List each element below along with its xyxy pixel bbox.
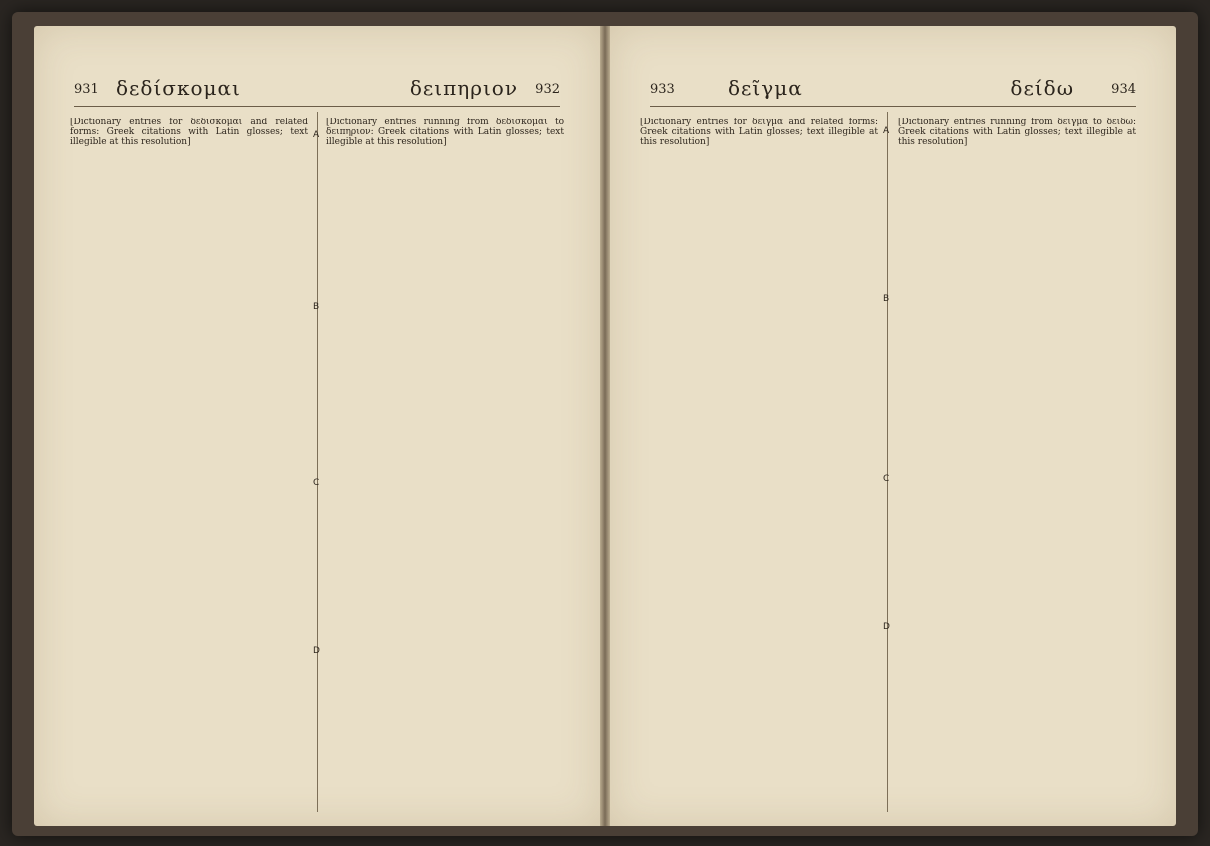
margin-letter-a: A (883, 126, 890, 136)
headword-left: δεδίσκομαι (116, 76, 241, 100)
page-number-932: 932 (535, 82, 560, 97)
margin-letter-a: A (313, 130, 320, 140)
right-page (610, 26, 1176, 826)
margin-letter-d: D (313, 646, 320, 656)
margin-letter-b: B (883, 294, 890, 304)
headword-left: δεῖγμα (728, 76, 803, 100)
page-number-933: 933 (650, 82, 675, 97)
page-number-934: 934 (1111, 82, 1136, 97)
headword-right: δειπηριον (409, 76, 518, 100)
margin-letter-c: C (313, 478, 320, 488)
column-divider (317, 112, 318, 812)
left-page-column-a: [Dictionary entries for δεδίσκομαι and related forms: Greek citations with Latin glosses; text illegible at this resolution] (70, 118, 308, 147)
book-gutter (600, 26, 610, 826)
header-rule (650, 106, 1136, 107)
left-page (34, 26, 600, 826)
right-page-column-a: [Dictionary entries for δεῖγμα and related forms: Greek citations with Latin glosses; text illegible at this resolution] (640, 118, 878, 147)
margin-letter-b: B (313, 302, 320, 312)
margin-letter-c: C (883, 474, 890, 484)
left-page-column-b: [Dictionary entries running from δεδίσκομαι to δειπηριον: Greek citations with Latin glosses; text illegible at this resolution] (326, 118, 564, 147)
column-divider (887, 112, 888, 812)
headword-right: δείδω (1010, 76, 1074, 100)
left-page-header (74, 76, 560, 104)
page-number-931: 931 (74, 82, 99, 97)
header-rule (74, 106, 560, 107)
right-page-header (650, 76, 1136, 104)
margin-letter-d: D (883, 622, 890, 632)
book-spread (12, 12, 1198, 836)
right-page-column-b: [Dictionary entries running from δεῖγμα to δείδω: Greek citations with Latin glosses; text illegible at this resolution] (898, 118, 1136, 147)
